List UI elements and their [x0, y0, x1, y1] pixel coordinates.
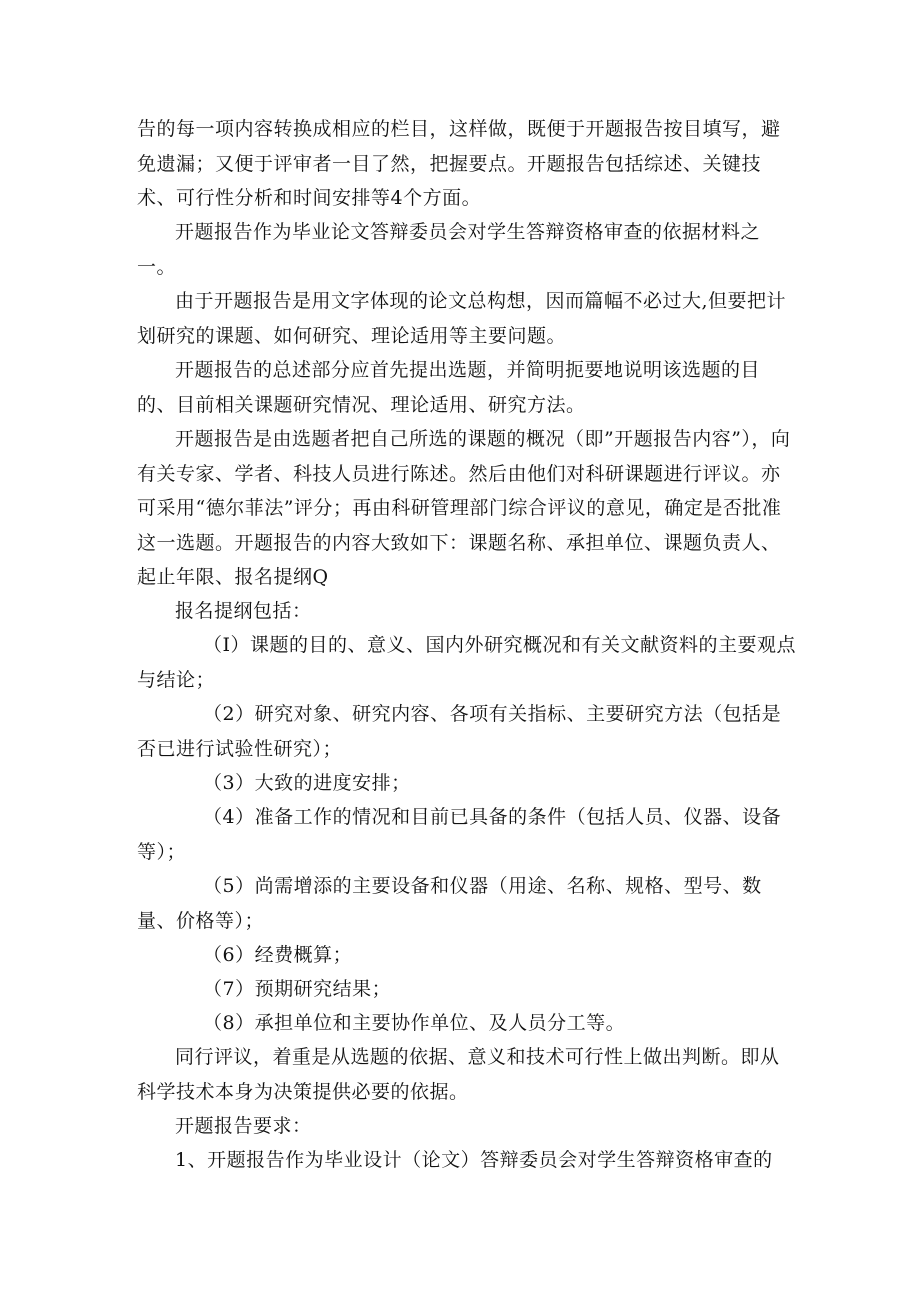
- list-item: （3）大致的进度安排；: [203, 772, 411, 794]
- list-item: （8）承担单位和主要协作单位、及人员分工等。: [203, 1012, 626, 1034]
- paragraph-requirement-1: 1、开题报告作为毕业设计（论文）答辩委员会对学生答辩资格审查的: [175, 1149, 773, 1171]
- paragraph-outline-intro: 报名提纲包括：: [175, 600, 312, 622]
- paragraph-proposal-process: 开题报告是由选题者把自己所选的课题的概况（即”开题报告内容”），向有关专家、学者、科技人员进行陈述。然后由他们对科研课题进行评议。亦可采用“德尔菲法”评分；再由科研管理部门综合评议的意见，确定是否批准这一选题。开题报告的内容大致如下：课题名称、承担单位、课题负责人、起止年限、报名提纲Q: [137, 428, 791, 588]
- list-item: （5）尚需增添的主要设备和仪器（用途、名称、规格、型号、数量、价格等）；: [137, 875, 762, 932]
- list-item: （7）预期研究结果；: [203, 978, 392, 1000]
- paragraph-proposal-length: 由于开题报告是用文字体现的论文总构想，因而篇幅不必过大,但要把计划研究的课题、如何研究、理论适用等主要问题。: [137, 290, 787, 347]
- paragraph-peer-review: 同行评议，着重是从选题的依据、意义和技术可行性上做出判断。即从科学技术本身为决策提供必要的依据。: [137, 1046, 780, 1103]
- paragraph-overview: 开题报告的总述部分应首先提出选题，并简明扼要地说明该选题的目的、目前相关课题研究情况、理论适用、研究方法。: [137, 359, 761, 416]
- list-item: （I）课题的目的、意义、国内外研究概况和有关文献资料的主要观点与结论；: [137, 634, 797, 691]
- paragraph-proposal-basis: 开题报告作为毕业论文答辩委员会对学生答辩资格审查的依据材料之一。: [137, 221, 761, 278]
- paragraph-continuation: 告的每一项内容转换成相应的栏目，这样做，既便于开题报告按目填写，避免遗漏；又便于评审者一目了然，把握要点。开题报告包括综述、关键技术、可行性分析和时间安排等4个方面。: [137, 118, 781, 209]
- list-item: （2）研究对象、研究内容、各项有关指标、主要研究方法（包括是否已进行试验性研究）；: [137, 703, 782, 760]
- list-item: （6）经费概算；: [203, 944, 353, 966]
- paragraph-requirements-heading: 开题报告要求：: [175, 1115, 312, 1137]
- list-item: （4）准备工作的情况和目前已具备的条件（包括人员、仪器、设备等）；: [137, 806, 782, 863]
